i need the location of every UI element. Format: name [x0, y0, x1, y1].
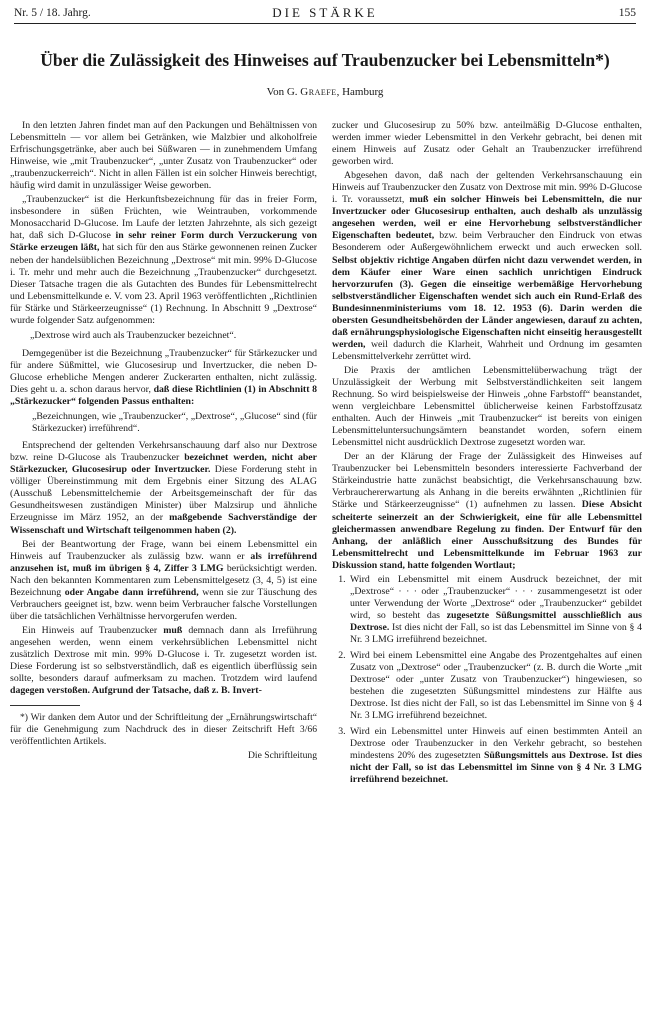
paragraph	[10, 194, 317, 327]
author-name: Graefe	[300, 86, 337, 98]
journal-name: DIE STÄRKE	[272, 5, 378, 20]
paragraph	[332, 170, 642, 363]
author-prefix: Von G.	[266, 86, 298, 98]
bold-run: Länder angewiesen, darauf zu achten, daß ernährungsphysiologische Eigenschaften nicht einseitig herausgestellt werden,	[332, 314, 642, 350]
text-run: Wird ein Lebensmittel mit einem Ausdruck bezeichnet, der mit „Dextrose“ · · · oder „Traubenzucker“ · · · zusammengesetzt ist oder unter Verwendung der Worte „Dextrose“ oder „Traubenzucker“ gebildet wird, so besteht das	[350, 573, 642, 621]
footnote-signature: Die Schriftleitung	[247, 750, 317, 762]
text-run: weil dadurch die Klarheit, Wahrheit und Ordnung im gesamten Lebensmittelverkehr zerrüttet wird.	[332, 338, 642, 362]
bold-run: als irreführend anzusehen ist, muß im übrigen § 4, Ziffer 3 LMG	[10, 550, 317, 574]
text-run: Ist dies nicht der Fall, so ist das Lebensmittel im Sinne von § 4 Nr. 3 LMG irreführend bezeichnet.	[350, 621, 642, 645]
paragraph	[10, 625, 317, 697]
paragraph	[10, 348, 317, 408]
paragraph	[332, 451, 642, 571]
bold-run: daß diese Richtlinien (1) in Abschnitt 8 „Stärkezucker“ folgenden Passus enthalten:	[10, 383, 317, 408]
text-run: Bei der Beantwortung der Frage, wann bei einem Lebensmittel ein Hinweis auf Traubenzucker als zulässig bzw. wann er	[10, 538, 317, 562]
issue-number: Nr. 5 / 18. Jahrg.	[14, 7, 91, 19]
bold-run: muß ein solcher Hinweis bei Lebensmitteln, die nur Invertzucker oder Glucosesirup enthalten, auch deshalb als unzulässig angesehen werden, weil er eine Hervorhebung selbstverständlicher Eigenschaften bedeutet,	[332, 194, 642, 242]
page-number: 155	[618, 7, 636, 19]
quotation: „Bezeichnungen, wie „Traubenzucker“, „Dextrose“, „Glucose“ sind (für Stärkezucker) irreführend“.	[32, 411, 317, 435]
text-run: Wird ein Lebensmittel unter Hinweis auf einen bestimmten Anteil an Dextrose oder Traubenzucker in den Verkehr gebracht, so bestehen mindestens 20% des zugesetzten	[350, 726, 642, 762]
text-run: Diese Forderung steht in völliger Übereinstimmung mit dem Ergebnis einer Sitzung des ALAG (Ausschuß Lebensmittelchemie der Arbeitsgemeinschaft der für das Gesundheitswesen zuständigen Minister) über Malzsirup und ähnliche Erzeugnisse im März 1952, an der	[10, 464, 317, 524]
text-run: Abgesehen davon, daß nach der geltenden Verkehrsanschauung ein Hinweis auf Traubenzucker den Zusatz von Dextrose mit min. 99% D-Glucose i. Tr. voraussetzt,	[332, 170, 642, 206]
bold-run: bezeichnet werden, nicht aber Stärkezucker, Glucosesirup oder Invertzucker.	[10, 452, 317, 476]
right-column	[332, 120, 642, 980]
paragraph: Die Praxis der amtlichen Lebensmittelüberwachung trägt der Unzulässigkeit der Werbung mit Selbstverständlichkeiten seit langem Rechnung. So wird beispielsweise der Hinweis „ohne Farbstoff“ beanstandet, wenn vergleichbare Lebensmittel üblicherweise keinen Farbstoffzusatz enthalten. Auch der Hinweis „mit Traubenzucker“ ist bereits von einigen Lebensmitteluntersuchungsämtern beanstandet worden, sofern einem Lebensmittel nicht ausdrücklich Dextrose zugesetzt worden war.	[332, 364, 642, 449]
paragraph: zucker und Glucosesirup zu 50% bzw. anteilmäßig D-Glucose enthalten, werden immer wieder Lebensmittel in den Verkehr gebracht, bei denen mit einem Hinweis auf Zusatz oder Gehalt an Traubenzucker irreführend geworben wird.	[332, 120, 642, 168]
text-run: Entsprechend der geltenden Verkehrsanschauung darf also nur Dextrose bzw. reine D-Glucose als Traubenzucker	[10, 440, 317, 464]
text-run: Der an der Klärung der Frage der Zulässigkeit des Hinweises auf Traubenzucker bei Lebensmitteln besonders interessierte Fachverband der Stärkeindustrie hatte zunächst beabsichtigt, die Verkehrsanschauung bzw. Verbrauchererwartung als Anhang in die bereits erwähnten „Richtlinien für Stärke und Stärkeerzeugnisse“ (1) aufnehmen zu lassen.	[332, 451, 642, 511]
bold-run: muß	[163, 624, 183, 636]
text-run: Demgegenüber ist die Bezeichnung „Traubenzucker“ für Stärkezucker und für andere Süßmittel, wie Glucosesirup und Invertzucker, die neben D-Glucose erhebliche Mengen anderer Zuckerarten enthalten, nicht zulässig. Dies geht u. a. schon daraus hervor,	[10, 347, 317, 395]
text-run: bzw. beim Verbraucher den Eindruck von etwas Besonderem oder Außergewöhnlichem erweckt und auch erwecken soll.	[332, 230, 642, 254]
paragraph	[10, 440, 317, 536]
quotation: „Dextrose wird auch als Traubenzucker bezeichnet“.	[30, 329, 237, 341]
text-run: Ein Hinweis auf Traubenzucker	[22, 624, 158, 636]
bold-run: Süßungsmittels aus Dextrose. Ist dies nicht der Fall, so ist das Lebensmittel im Sinne von § 4 Nr. 3 LMG irreführend bezeichnet.	[350, 750, 642, 786]
left-column	[10, 120, 317, 980]
author-city: , Hamburg	[336, 86, 384, 98]
list-item	[348, 574, 642, 646]
header-rule	[14, 23, 636, 24]
text-run: berücksichtigt werden. Nach den bekannten Kommentaren zum Lebensmittelgesetz (3, 4, 5) ist eine Bezeichnung	[10, 562, 317, 598]
bold-run: Selbst objektiv richtige Angaben dürfen nicht dazu verwendet werden, in dem Käufer einer Ware einen sachlich unrichtigen Eindruck hervorzurufen (3). Gegen die einseitige werbemäßige Hervorhebung selbstverständlicher Eigenschaften wendet sich auch ein Rund-Erlaß des Bundesinnenministeriums vom 18. 12. 1953 (6). Darin werden die obersten Gesundheitsbehörden der	[332, 254, 642, 326]
list-item	[348, 726, 642, 786]
list-item: 2. Wird bei einem Lebensmittel eine Angabe des Prozentgehaltes auf einen Zusatz von „Dextrose“ oder „Traubenzucker“ (z. B. durch die Worte „mit Dextrose“ oder „unter Zusatz von Traubenzucker“) hingewiesen, so bestehen die zugesetzten Süßungsmittel mindestens zur Hälfte aus Dextrose. Ist dies nicht der Fall, so ist das Lebensmittel im Sinne von § 4 Nr. 3 LMG irreführend bezeichnet.	[348, 650, 642, 722]
bold-run: zugesetzte Süßungsmittel ausschließlich aus Dextrose.	[350, 609, 642, 633]
footnote-rule	[10, 705, 80, 706]
bold-run: dagegen verstoßen. Aufgrund der Tatsache, daß z. B. Invert-	[10, 685, 262, 697]
paragraph: In den letzten Jahren findet man auf den Packungen und Behältnissen von Lebensmitteln — vor allem bei Getränken, wie Malzbier und alkoholfreie Erfrischungsgetränke, aber auch bei Süßwaren — in zunehmendem Umfang Hinweise, wie „mit Traubenzucker“, „unter Zusatz von Traubenzucker“ oder „traubenzuckerreich“. Nicht in allen Fällen ist ein solcher Hinweis berechtigt, häufig wird damit in unzulässiger Weise geworben.	[10, 120, 317, 192]
footnote: *) Wir danken dem Autor und der Schriftleitung der „Ernährungswirtschaft“ für die Genehmigung zum Nachdruck des in dieser Zeitschrift Heft 3/66 veröffentlichten Artikels.	[10, 712, 317, 748]
bold-run: maßgebende Sachverständige der Wissenschaft und Wirtschaft teilgenommen haben (2).	[10, 512, 317, 536]
text-run: „Traubenzucker“ ist die Herkunftsbezeichnung für das in freier Form, insbesondere in süßen Früchten, wie Weintrauben, vorkommende Monosaccharid D-Glucose. Im Laufe der letzten Jahrzehnte, als sich gezeigt hat, daß sich D-Glucose	[10, 194, 317, 242]
bold-run: oder Angabe dann irreführend,	[64, 586, 199, 598]
bold-run: in sehr reiner Form durch Verzuckerung von Stärke erzeugen läßt,	[10, 230, 317, 254]
article-title: Über die Zulässigkeit des Hinweises auf Traubenzucker bei Lebensmitteln*)	[40, 50, 610, 70]
paragraph	[10, 539, 317, 623]
text-run: hat sich für den aus Stärke gewonnenen reinen Zucker neben der handelsüblichen Bezeichnung „Dextrose“ mit min. 99% D-Glucose i. Tr. mehr und mehr auch die Bezeichnung „Traubenzucker“ durchgesetzt. Dieser Tatsache tragen die als Gutachten des Bundes für Lebensmittelrecht und Lebensmittelkunde e. V. vom 23. April 1963 veröffentlichten „Richtlinien für Stärke und Stärkeerzeugnisse“ (1) Rechnung. In Abschnitt 9 „Dextrose“ wurde folgender Satz aufgenommen:	[10, 242, 317, 326]
text-run: wenn sie zur Täuschung des Verbrauchers geeignet ist, bzw. wenn beim Verbraucher falsche Vorstellungen über die tatsächlichen Verhältnisse hervorgerufen werden.	[10, 586, 317, 622]
text-run: demnach dann als Irreführung angesehen werden, wenn einem verkehrsüblichen Lebensmittel nicht zusätzlich Dextrose mit min. 99% D-Glucose i. Tr. zugesetzt worden ist. Diese Forderung ist so selbstverständlich, daß es eigentlich überflüssig sein sollte, besonders darauf aufmerksam zu machen. Trotzdem wird laufend	[10, 624, 317, 685]
draft-list	[332, 574, 642, 787]
running-header	[14, 5, 636, 25]
bold-run: Diese Absicht scheiterte seinerzeit an der Schwierigkeit, eine für alle Lebensmittel gleichermassen anwendbare Regelung zu finden. Der Entwurf für den Anhang, der anläßlich einer Ausschußsitzung des Bundes für Lebensmittelrecht und Lebensmittelkunde im Februar 1963 zur Diskussion stand, hatte folgenden Wortlaut;	[332, 499, 642, 571]
author-line	[14, 86, 636, 98]
